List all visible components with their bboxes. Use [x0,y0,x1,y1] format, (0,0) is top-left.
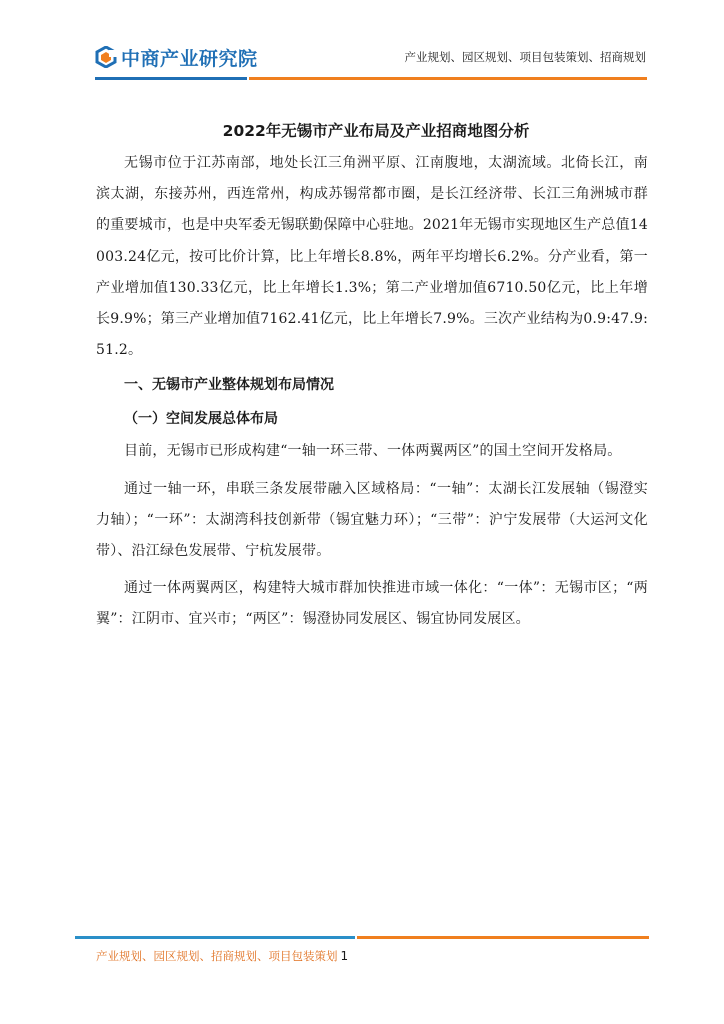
body-paragraph: 通过一体两翼两区，构建特大城市群加快推进市域一体化：“一体”：无锡市区；“两翼”：江阴市、宜兴市；“两区”：锡澄协同发展区、锡宜协同发展区。 [96,580,648,628]
cube-logo-icon [95,46,117,68]
brand-logo [95,44,258,70]
footer-tagline: 产业规划、园区规划、招商规划、项目包装策划 [96,949,338,963]
document-body [96,120,648,636]
logo-text: 中商产业研究院 [121,47,258,70]
page-footer [96,948,348,964]
header-divider-blue [95,77,247,80]
subsection-heading: （一）空间发展总体布局 [124,411,278,428]
page-number: 1 [340,949,349,963]
header-divider-orange [249,77,647,80]
body-paragraph: 目前，无锡市已形成构建“一轴一环三带、一体两翼两区”的国土空间开发格局。 [124,443,622,460]
header-tagline: 产业规划、园区规划、项目包装策划、招商规划 [404,50,646,64]
footer-divider-blue [75,936,355,939]
body-paragraph: 通过一轴一环，串联三条发展带融入区域格局：“一轴”：太湖长江发展轴（锡澄实力轴）；“一环”：太湖湾科技创新带（锡宜魅力环）；“三带”：沪宁发展带（大运河文化带）、沿江绿色发展带、宁杭发展带。 [96,480,648,560]
page-header [0,0,724,90]
footer-divider-orange [357,936,649,939]
document-title: 2022年无锡市产业布局及产业招商地图分析 [222,122,530,140]
section-heading: 一、无锡市产业整体规划布局情况 [124,377,334,394]
intro-paragraph: 无锡市位于江苏南部，地处长江三角洲平原、江南腹地，太湖流域。北倚长江，南滨太湖，东接苏州，西连常州，构成苏锡常都市圈，是长江经济带、长江三角洲城市群的重要城市，也是中央军委无锡联勤保障中心驻地。2021年无锡市实现地区生产总值14003.24亿元，按可比价计算，比上年增长8.8%，两年平均增长6.2%。分产业看，第一产业增加值130.33亿元，比上年增长1.3%；第二产业增加值6710.50亿元，比上年增长9.9%；第三产业增加值7162.41亿元，比上年增长7.9%。三次产业结构为0.9:47.9:51.2。 [96,155,648,359]
